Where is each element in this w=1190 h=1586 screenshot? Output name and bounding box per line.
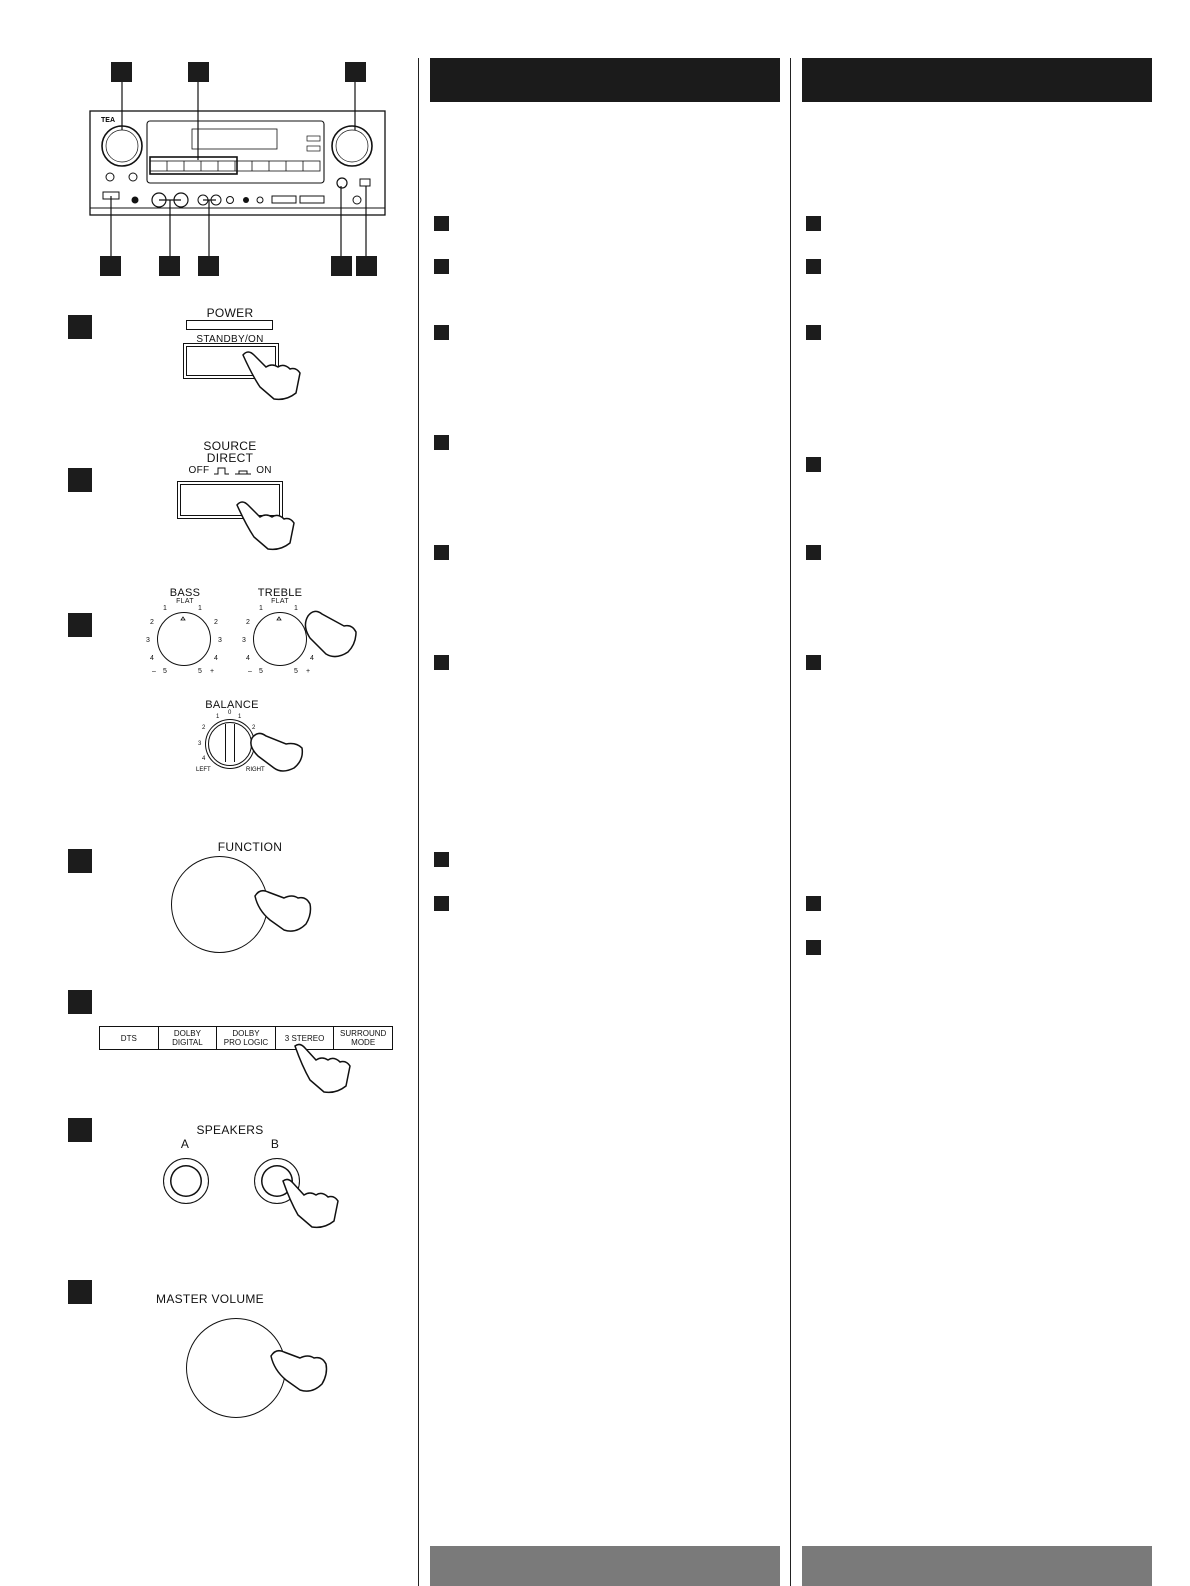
svg-text:4: 4	[150, 655, 154, 662]
svg-text:1: 1	[163, 605, 167, 612]
step-marker	[68, 990, 92, 1014]
svg-text:1: 1	[238, 714, 242, 720]
step-marker	[68, 1280, 92, 1304]
source-direct-off-label: OFF	[188, 465, 210, 476]
svg-text:–: –	[248, 668, 252, 675]
step-bullet	[434, 325, 449, 340]
speaker-b-label: B	[270, 1137, 280, 1151]
step-bullet	[806, 457, 821, 472]
hand-pointer-icon	[238, 345, 308, 405]
speaker-a-label: A	[180, 1137, 190, 1151]
step-bullet	[434, 852, 449, 867]
balance-title: BALANCE	[205, 699, 259, 711]
svg-text:1: 1	[216, 714, 220, 720]
column-divider	[418, 58, 419, 1586]
svg-text:–: –	[152, 668, 156, 675]
switch-position-icon	[213, 466, 253, 476]
column-footer-bar	[430, 1546, 780, 1586]
master-volume-title: MASTER VOLUME	[156, 1292, 264, 1306]
svg-text:5: 5	[163, 668, 167, 675]
svg-text:3: 3	[242, 637, 246, 644]
column-header-bar	[802, 58, 1152, 102]
svg-text:4: 4	[310, 655, 314, 662]
svg-text:2: 2	[202, 725, 206, 731]
svg-text:4: 4	[246, 655, 250, 662]
direct-title: DIRECT	[206, 451, 254, 465]
svg-text:5: 5	[198, 668, 202, 675]
svg-text:2: 2	[252, 725, 256, 731]
power-indicator	[186, 320, 273, 330]
hand-pointer-icon	[290, 1040, 360, 1100]
bass-flat-label: FLAT	[176, 598, 194, 605]
svg-text:3: 3	[146, 637, 150, 644]
svg-text:1: 1	[259, 605, 263, 612]
tone-scale	[130, 596, 390, 686]
svg-text:1: 1	[198, 605, 202, 612]
step-bullet	[434, 435, 449, 450]
treble-flat-label: FLAT	[271, 598, 289, 605]
step-bullet	[434, 545, 449, 560]
svg-text:1: 1	[294, 605, 298, 612]
step-marker	[68, 849, 92, 873]
hand-pointer-icon	[278, 1175, 348, 1235]
step-marker	[68, 1118, 92, 1142]
receiver-diagram	[0, 0, 410, 290]
column-header-bar	[430, 58, 780, 102]
step-bullet	[434, 259, 449, 274]
balance-scale	[190, 708, 330, 788]
step-bullet	[806, 940, 821, 955]
svg-text:0: 0	[228, 710, 232, 716]
svg-text:+: +	[210, 668, 215, 675]
step-bullet	[806, 896, 821, 911]
step-marker	[68, 613, 92, 637]
bass-title: BASS	[169, 587, 201, 599]
step-bullet	[806, 545, 821, 560]
step-bullet	[434, 216, 449, 231]
svg-text:3: 3	[218, 637, 222, 644]
function-title: FUNCTION	[217, 840, 283, 854]
dolby-pro-logic-button[interactable]: DOLBY PRO LOGIC	[217, 1027, 276, 1049]
hand-pointer-icon	[268, 1340, 338, 1400]
treble-title: TREBLE	[257, 587, 303, 599]
svg-text:RIGHT: RIGHT	[246, 767, 265, 773]
receiver-front-panel	[0, 0, 410, 290]
svg-text:4: 4	[202, 756, 206, 762]
svg-text:2: 2	[214, 619, 218, 626]
speakers-title: SPEAKERS	[196, 1123, 264, 1137]
step-bullet	[806, 259, 821, 274]
step-bullet	[434, 896, 449, 911]
hand-pointer-icon	[232, 495, 302, 555]
svg-text:2: 2	[150, 619, 154, 626]
dts-button[interactable]: DTS	[100, 1027, 159, 1049]
speaker-a-button[interactable]	[163, 1158, 209, 1204]
power-title: POWER	[206, 306, 254, 320]
three-stereo-button[interactable]: 3 STEREO	[276, 1027, 335, 1049]
surround-mode-button[interactable]: SURROUND MODE	[340, 1029, 387, 1047]
step-bullet	[806, 655, 821, 670]
step-bullet	[806, 325, 821, 340]
source-direct-on-label: ON	[256, 465, 272, 476]
svg-text:5: 5	[294, 668, 298, 675]
svg-text:+: +	[306, 668, 311, 675]
svg-text:TEA: TEA	[101, 117, 115, 124]
svg-text:2: 2	[246, 619, 250, 626]
step-bullet	[806, 216, 821, 231]
step-marker	[68, 468, 92, 492]
svg-text:5: 5	[259, 668, 263, 675]
dolby-digital-button[interactable]: DOLBY DIGITAL	[159, 1027, 218, 1049]
svg-text:LEFT: LEFT	[196, 767, 211, 773]
standby-on-label: STANDBY/ON	[196, 334, 264, 345]
step-bullet	[434, 655, 449, 670]
source-title: SOURCE	[203, 439, 257, 453]
svg-text:3: 3	[198, 741, 202, 747]
column-divider	[790, 58, 791, 1586]
column-footer-bar	[802, 1546, 1152, 1586]
step-marker	[68, 315, 92, 339]
hand-pointer-icon	[252, 880, 322, 940]
svg-text:4: 4	[214, 655, 218, 662]
